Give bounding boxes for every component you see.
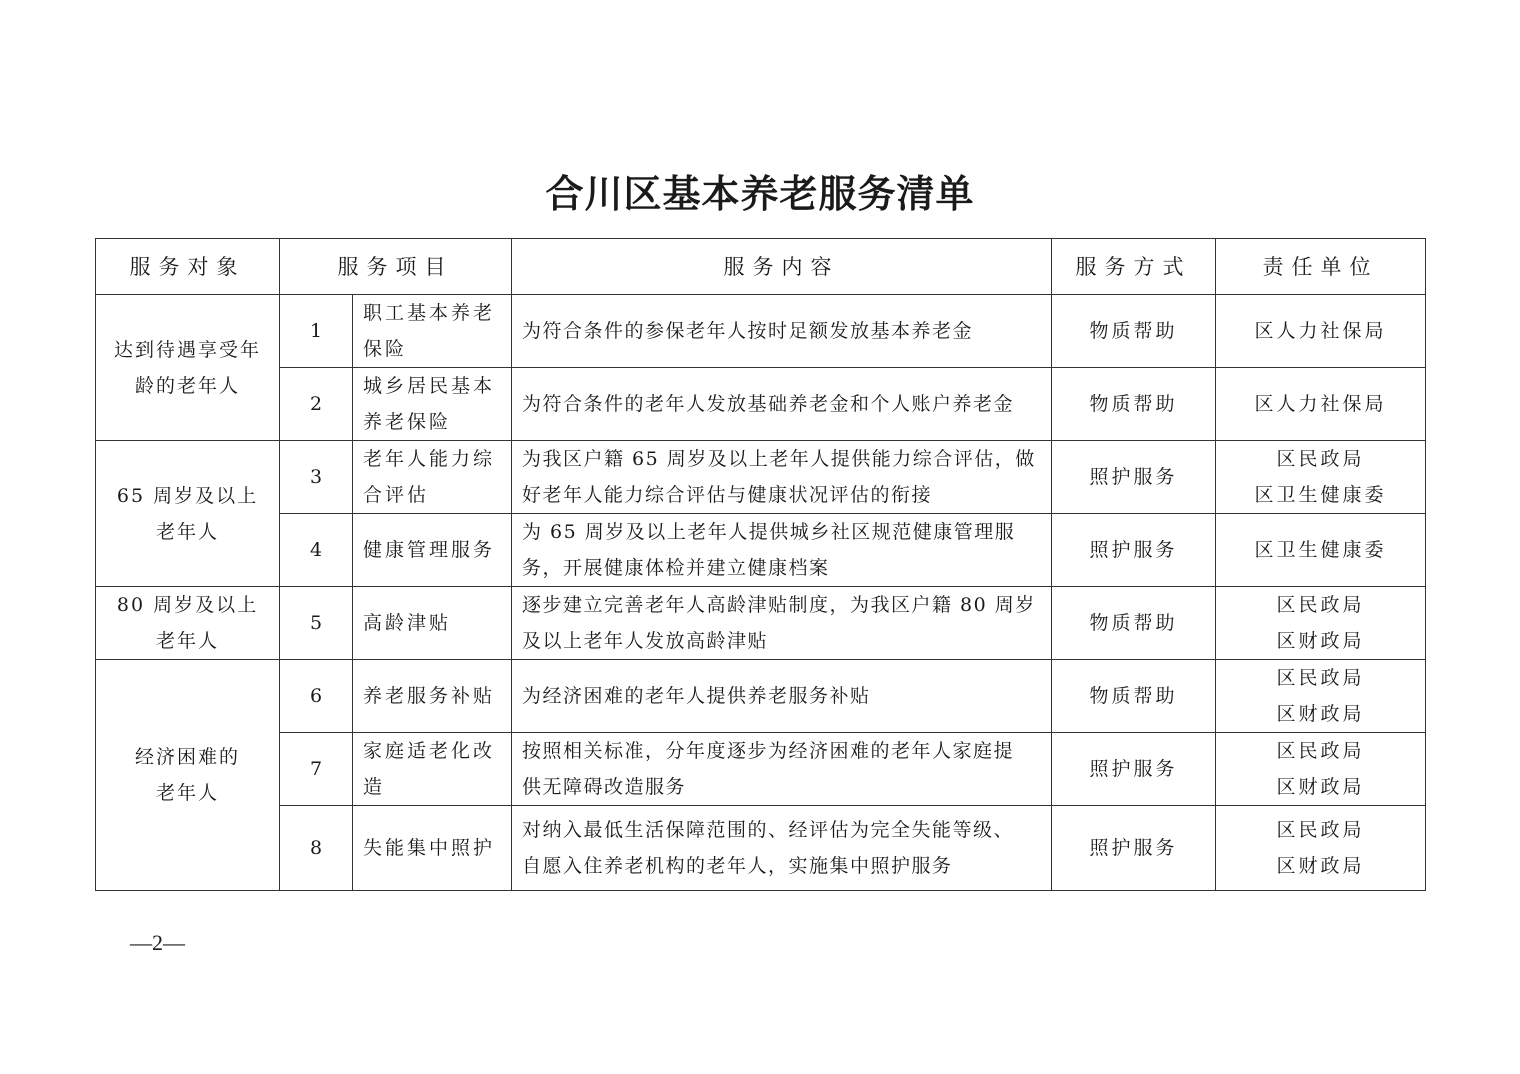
page-title: 合川区基本养老服务清单 bbox=[545, 171, 975, 216]
table-row bbox=[96, 441, 1426, 514]
service-method: 物质帮助 bbox=[1052, 660, 1216, 733]
table-row bbox=[96, 368, 1426, 441]
row-number: 4 bbox=[280, 514, 353, 587]
row-number: 1 bbox=[280, 295, 353, 368]
header-method: 服务方式 bbox=[1052, 239, 1216, 295]
service-content: 为符合条件的参保老年人按时足额发放基本养老金 bbox=[512, 295, 1052, 368]
service-name: 家庭适老化改 造 bbox=[353, 733, 512, 806]
table-row bbox=[96, 733, 1426, 806]
table-header-row bbox=[96, 239, 1426, 295]
service-method: 照护服务 bbox=[1052, 441, 1216, 514]
row-number: 6 bbox=[280, 660, 353, 733]
service-name: 职工基本养老 保险 bbox=[353, 295, 512, 368]
group-cell: 65 周岁及以上 老年人 bbox=[96, 441, 280, 587]
responsible-unit: 区人力社保局 bbox=[1216, 295, 1426, 368]
service-content: 为 65 周岁及以上老年人提供城乡社区规范健康管理服 务，开展健康体检并建立健康档案 bbox=[512, 514, 1052, 587]
service-method: 照护服务 bbox=[1052, 733, 1216, 806]
responsible-unit: 区民政局 区财政局 bbox=[1216, 587, 1426, 660]
service-content: 为经济困难的老年人提供养老服务补贴 bbox=[512, 660, 1052, 733]
responsible-unit: 区民政局 区财政局 bbox=[1216, 733, 1426, 806]
responsible-unit: 区民政局 区卫生健康委 bbox=[1216, 441, 1426, 514]
service-name: 养老服务补贴 bbox=[353, 660, 512, 733]
service-method: 物质帮助 bbox=[1052, 587, 1216, 660]
row-number: 3 bbox=[280, 441, 353, 514]
table-row bbox=[96, 514, 1426, 587]
row-number: 7 bbox=[280, 733, 353, 806]
table-row bbox=[96, 587, 1426, 660]
header-unit: 责任单位 bbox=[1216, 239, 1426, 295]
row-number: 8 bbox=[280, 806, 353, 891]
table-row bbox=[96, 660, 1426, 733]
service-method: 照护服务 bbox=[1052, 514, 1216, 587]
service-name: 健康管理服务 bbox=[353, 514, 512, 587]
responsible-unit: 区卫生健康委 bbox=[1216, 514, 1426, 587]
header-item: 服务项目 bbox=[280, 239, 512, 295]
service-content: 为我区户籍 65 周岁及以上老年人提供能力综合评估，做 好老年人能力综合评估与健康状况评估的衔接 bbox=[512, 441, 1052, 514]
table-row bbox=[96, 806, 1426, 891]
service-name: 老年人能力综 合评估 bbox=[353, 441, 512, 514]
service-method: 物质帮助 bbox=[1052, 368, 1216, 441]
table-row bbox=[96, 295, 1426, 368]
responsible-unit: 区人力社保局 bbox=[1216, 368, 1426, 441]
header-target: 服务对象 bbox=[96, 239, 280, 295]
service-name: 高龄津贴 bbox=[353, 587, 512, 660]
group-cell: 达到待遇享受年 龄的老年人 bbox=[96, 295, 280, 441]
group-cell: 经济困难的 老年人 bbox=[96, 660, 280, 891]
service-method: 物质帮助 bbox=[1052, 295, 1216, 368]
service-content: 逐步建立完善老年人高龄津贴制度，为我区户籍 80 周岁 及以上老年人发放高龄津贴 bbox=[512, 587, 1052, 660]
page-number: —2— bbox=[130, 930, 185, 955]
service-method: 照护服务 bbox=[1052, 806, 1216, 891]
responsible-unit: 区民政局 区财政局 bbox=[1216, 660, 1426, 733]
service-content: 为符合条件的老年人发放基础养老金和个人账户养老金 bbox=[512, 368, 1052, 441]
row-number: 2 bbox=[280, 368, 353, 441]
service-name: 失能集中照护 bbox=[353, 806, 512, 891]
responsible-unit: 区民政局 区财政局 bbox=[1216, 806, 1426, 891]
service-content: 按照相关标准，分年度逐步为经济困难的老年人家庭提 供无障碍改造服务 bbox=[512, 733, 1052, 806]
service-content: 对纳入最低生活保障范围的、经评估为完全失能等级、 自愿入住养老机构的老年人，实施集中照护服务 bbox=[512, 806, 1052, 891]
group-cell: 80 周岁及以上 老年人 bbox=[96, 587, 280, 660]
service-name: 城乡居民基本 养老保险 bbox=[353, 368, 512, 441]
row-number: 5 bbox=[280, 587, 353, 660]
service-table bbox=[95, 238, 1426, 891]
header-content: 服务内容 bbox=[512, 239, 1052, 295]
